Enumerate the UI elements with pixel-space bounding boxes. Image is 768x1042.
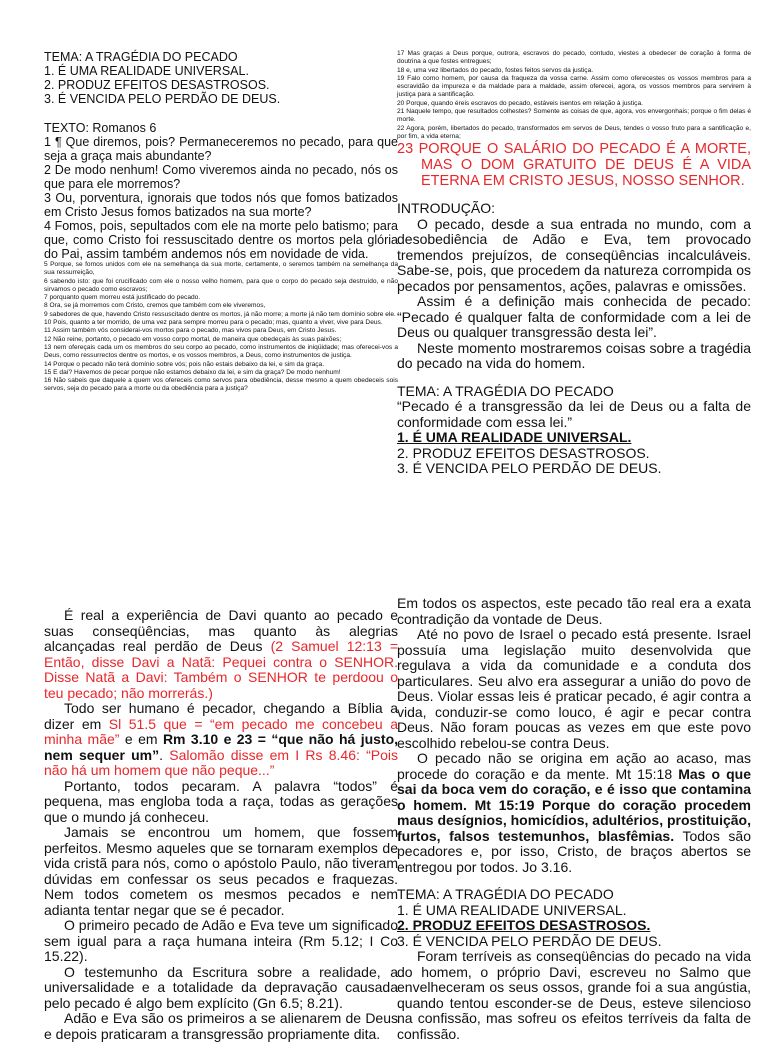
point-2: 2. PRODUZ EFEITOS DESASTROSOS. (397, 444, 650, 461)
theme-title: TEMA: A TRAGÉDIA DO PECADO (397, 886, 614, 902)
verse-10: 10 Pois, quanto a ter morrido, de uma vez para sempre morreu para o pecado; mas, quanto a viver, vive para Deus. (44, 319, 383, 327)
paragraph-adam-eve: Adão e Eva são os primeiros a se alienarem de Deus e depois praticaram a transgressão propriamente dita. (44, 1010, 398, 1042)
paragraph-consequences: Foram terríveis as conseqüências do pecado na vida do homem, o próprio Davi, escreveu no Salmo que envelheceram os seus ossos, grande foi a sua angústia, quando tentou esconder-se de Deus, esteve silencioso na confissão, mas sofreu os efeitos terríveis da falta de confissão. (397, 948, 751, 1042)
paragraph-all: Portanto, todos pecaram. A palavra “todos” é pequena, mas engloba toda a raça, todas as gerações que o mundo já conheceu. (44, 777, 398, 825)
scripture-reference: (2 Samuel 12:13 = Então, disse Davi a Natã: Pequei contra o SENHOR. Disse Natã a Davi: Também o SENHOR te perdoou o teu pecado; não morrerás.) (44, 638, 399, 701)
verse-8: 8 Ora, se já morremos com Cristo, cremos que também com ele viveremos, (44, 302, 266, 310)
intro-paragraph-1: O pecado, desde a sua entrada no mundo, com a desobediência de Adão e Eva, tem provocado tremendos prejuízos, de conseqüências incalculáveis. Sabe-se, pois, que procedem da natureza corrompida os pecados por pensamentos, ações, palavras e omissões. (397, 215, 751, 294)
verse-20: 20 Porque, quando éreis escravos do pecado, estáveis isentos em relação à justiça. (397, 99, 643, 107)
paragraph-heart (397, 751, 751, 875)
column-top-right (397, 50, 751, 477)
verse-18: 18 e, uma vez libertados do pecado, fostes feitos servos da justiça. (397, 66, 594, 74)
scripture-reference: Salomão disse em I Rs 8.46: “Pois não há um homem que não peque...” (44, 746, 398, 778)
verse-9: 9 sabedores de que, havendo Cristo ressuscitado dentre os mortos, já não morre; a morte já não tem domínio sobre ele. (44, 310, 396, 318)
verse-3: 3 Ou, porventura, ignorais que todos nós que fomos batizados em Cristo Jesus fomos batizados na sua morte? (44, 191, 398, 219)
verse-21: 21 Naquele tempo, que resultados colhestes? Somente as coisas de que, agora, vos envergonhais; porque o fim delas é morte. (397, 108, 751, 124)
paragraph-davi (44, 608, 398, 701)
intro-paragraph-3: Neste momento mostraremos coisas sobre a tragédia do pecado na vida do homem. (397, 339, 751, 372)
column-top-left (44, 50, 398, 394)
column-bottom-left (44, 608, 398, 1042)
paragraph-contradiction: Em todos os aspectos, este pecado tão real era a exata contradição da vontade de Deus. (397, 595, 751, 627)
point-3: 3. É VENCIDA PELO PERDÃO DE DEUS. (397, 460, 662, 477)
paragraph-israel: Até no povo de Israel o pecado está presente. Israel possuía uma legislação muito desenvolvida que regulava a vida da comunidade e a conduta dos particulares. Seu alvo era assegurar a união do povo de Deus. Violar essas leis é praticar pecado, é agir contra a vida, conduzir-se como louco, é agir e pecar contra Deus. Não foram poucas as vezes em que este povo escolhido rebelou-se contra Deus. (397, 626, 751, 751)
verse-23-highlight: 23 PORQUE O SALÁRIO DO PECADO É A MORTE, MAS O DOM GRATUITO DE DEUS É A VIDA ETERNA EM CRISTO JESUS, NOSSO SENHOR. (397, 141, 751, 190)
verse-5: 5 Porque, se fomos unidos com ele na semelhança da sua morte, certamente, o seremos também na semelhança da sua ressurreição, (44, 261, 398, 277)
paragraph-text: Todos são pecadores e, por isso, Cristo, de braços abertos se entregou por todos. Jo 3.16. (397, 827, 751, 875)
point-2-current: 2. PRODUZ EFEITOS DESASTROSOS. (397, 917, 651, 933)
text-reference: TEXTO: Romanos 6 (44, 121, 157, 135)
paragraph-text: e em (119, 731, 163, 747)
verse-4: 4 Fomos, pois, sepultados com ele na morte pelo batismo; para que, como Cristo foi ressuscitado dentre os mortos pela glória do Pai, assim também andemos nós em novidade de vida. (44, 219, 398, 261)
point-1: 1. É UMA REALIDADE UNIVERSAL. (397, 901, 627, 918)
verse-7: 7 porquanto quem morreu está justificado do pecado. (44, 294, 201, 302)
point-3: 3. É VENCIDA PELO PERDÃO DE DEUS. (44, 92, 281, 106)
paragraph-testimony: O testemunho da Escritura sobre a realidade, a universalidade e a totalidade da depravação causada pelo pecado é algo bem explícito (Gn 6.5; 8.21). (44, 963, 398, 1011)
verse-1: 1 ¶ Que diremos, pois? Permaneceremos no pecado, para que seja a graça mais abundante? (44, 135, 398, 163)
point-2: 2. PRODUZ EFEITOS DESASTROSOS. (44, 78, 270, 92)
verse-16: 16 Não sabeis que daquele a quem vos ofereceis como servos para obediência, desse mesmo a quem obedeceis sois servos, seja do pecado para a morte ou da obediência para a justiça? (44, 377, 398, 393)
theme-title: TEMA: A TRAGÉDIA DO PECADO (397, 382, 614, 399)
paragraph-text: Todo ser humano é pecador, chegando a Bíblia a dizer em (44, 700, 398, 732)
verse-11: 11 Assim também vós considerai-vos mortos para o pecado, mas vivos para Deus, em Cristo Jesus. (44, 327, 337, 335)
theme-title: TEMA: A TRAGÉDIA DO PECADO (44, 50, 238, 64)
verse-22: 22 Agora, porém, libertados do pecado, transformados em servos de Deus, tendes o vosso fruto para a santificação e, por fim, a vida eterna; (397, 124, 751, 140)
verse-12: 12 Não reine, portanto, o pecado em vosso corpo mortal, de maneira que obedeçais às suas paixões; (44, 335, 342, 343)
paragraph-first-sin: O primeiro pecado de Adão e Eva teve um significado sem igual para a raça humana inteira (Rm 5.12; I Co 15.22). (44, 917, 398, 964)
sin-definition-quote: “Pecado é a transgressão da lei de Deus ou a falta de conformidade com essa lei.” (397, 398, 751, 430)
verse-19: 19 Falo como homem, por causa da fraqueza da vossa carne. Assim como oferecestes os vossos membros para a escravidão da impureza e da maldade para a maldade, assim oferecei, agora, os vossos membros para servirem à justiça para a santificação. (397, 74, 751, 99)
intro-heading: INTRODUÇÃO: (397, 200, 495, 217)
paragraph-text: . (159, 746, 170, 763)
paragraph-all-sinners (44, 701, 398, 779)
scripture-reference: Sl 51.5 que = “em pecado me concebeu a minha mãe” (44, 715, 398, 747)
column-bottom-right (397, 596, 751, 1042)
point-1: 1. É UMA REALIDADE UNIVERSAL. (44, 64, 249, 78)
verse-13: 13 nem ofereçais cada um os membros do seu corpo ao pecado, como instrumentos de iniqüidade; mas oferecei-vos a Deus, como ressurrectos dentre os mortos, e os vossos membros, a Deus, como instrumentos de justiça. (44, 343, 398, 360)
intro-paragraph-2: Assim é a definição mais conhecida de pecado: “Pecado é qualquer falta de conformidade com a lei de Deus ou qualquer transgressão desta lei”. (397, 293, 751, 341)
point-3: 3. É VENCIDA PELO PERDÃO DE DEUS. (397, 932, 662, 949)
verse-6: 6 sabendo isto: que foi crucificado com ele o nosso velho homem, para que o corpo do pecado seja destruído, e não sirvamos o pecado como escravos; (44, 277, 398, 293)
scripture-quote-bold: Mas o que sai da boca vem do coração, e é isso que contamina o homem. Mt 15:19 Porque do coração procedem maus desígnios, homicídios, adultérios, prostituição, furtos, falsos testemunhos, blasfêmias. (397, 765, 751, 844)
paragraph-perfect: Jamais se encontrou um homem, que fossem perfeitos. Mesmo aqueles que se tornaram exemplos de vida cristã para nós, como o apóstolo Paulo, não tiveram dúvidas em confessar os seus pecados e fraquezas. Nem todos cometem os mesmos pecados e nem adianta tentar negar que se é pecador. (44, 824, 398, 918)
paragraph-text: O pecado não se origina em ação ao acaso, mas procede do coração e da mente. Mt 15:18 (397, 750, 751, 782)
paragraph-text: É real a experiência de Davi quanto ao pecado e suas conseqüências, mas quanto às alegrias alcançadas real perdão de Deus (44, 607, 398, 654)
verse-17: 17 Mas graças a Deus porque, outrora, escravos do pecado, contudo, viestes a obedecer de coração à forma de doutrina a que fostes entregues; (397, 50, 751, 66)
verse-2: 2 De modo nenhum! Como viveremos ainda no pecado, nós os que para ele morremos? (44, 163, 398, 191)
verse-15: 15 E daí? Havemos de pecar porque não estamos debaixo da lei, e sim da graça? De modo nenhum! (44, 368, 341, 376)
scripture-quote-bold: Rm 3.10 e 23 = “que não há justo, nem sequer um” (44, 731, 399, 763)
verse-14: 14 Porque o pecado não terá domínio sobre vós; pois não estais debaixo da lei, e sim da graça. (44, 360, 325, 368)
point-1-current: 1. É UMA REALIDADE UNIVERSAL. (397, 429, 632, 446)
